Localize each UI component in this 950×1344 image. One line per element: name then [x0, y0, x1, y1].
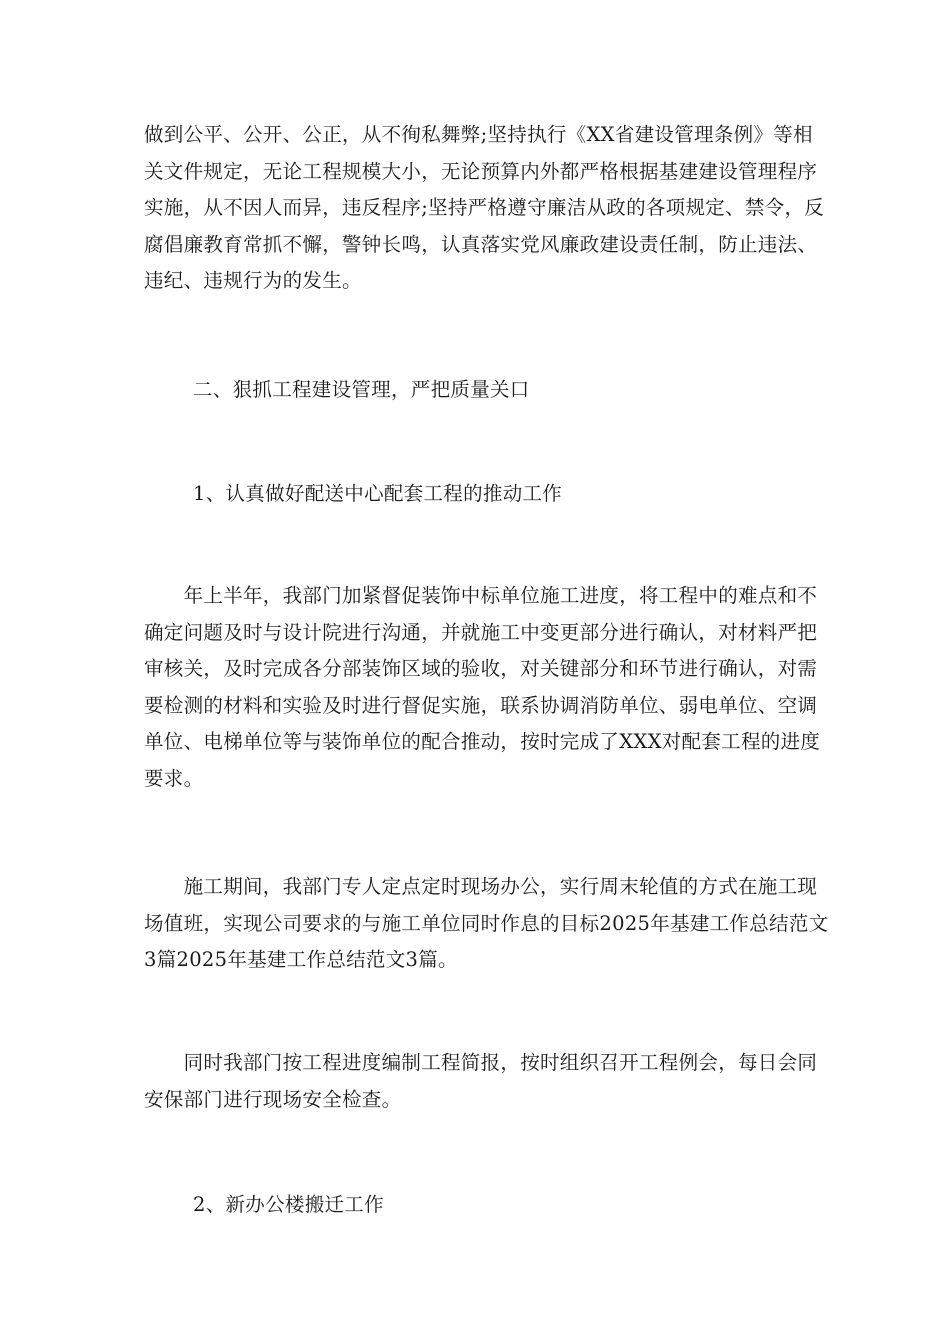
paragraph-line: 施工期间，我部门专人定点定时现场办公，实行周末轮值的方式在施工现 [144, 875, 818, 898]
paragraph-onsite [144, 869, 829, 979]
paragraph-line: 违纪、违规行为的发生。 [144, 269, 362, 292]
paragraph-line: 做到公平、公开、公正，从不徇私舞弊;坚持执行《XX省建设管理条例》等相 [144, 123, 813, 146]
paragraph-integrity [144, 117, 825, 300]
paragraph-line: 实施，从不因人而异，违反程序;坚持严格遵守廉洁从政的各项规定、禁令，反 [144, 196, 825, 219]
paragraph-line: 场值班，实现公司要求的与施工单位同时作息的目标2025年基建工作总结范文 [144, 911, 829, 935]
paragraph-line: 审核关，及时完成各分部装饰区域的验收，对关键部分和环节进行确认，对需 [144, 657, 818, 680]
paragraph-briefing [144, 1045, 816, 1118]
paragraph-line: 腐倡廉教育常抓不懈，警钟长鸣，认真落实党风廉政建设责任制，防止违法、 [144, 232, 818, 256]
paragraph-line: 年上半年，我部门加紧督促装饰中标单位施工进度，将工程中的难点和不 [144, 584, 818, 607]
paragraph-line: 确定问题及时与设计院进行沟通，并就施工中变更部分进行确认，对材料严把 [144, 620, 818, 644]
paragraph-line: 要检测的材料和实验及时进行督促实施，联系协调消防单位、弱电单位、空调 [144, 693, 818, 717]
paragraph-line: 单位、电梯单位等与装饰单位的配合推动，按时完成了XXX对配套工程的进度 [144, 730, 821, 753]
paragraph-line: 安保部门进行现场安全检查。 [144, 1087, 402, 1111]
paragraph-line: 要求。 [144, 766, 204, 790]
paragraph-line: 同时我部门按工程进度编制工程简报，按时组织召开工程例会，每日会同 [144, 1051, 818, 1074]
subsection-heading-1: 1、认真做好配送中心配套工程的推动工作 [193, 482, 563, 505]
subsection-heading-2: 2、新办公楼搬迁工作 [193, 1193, 384, 1216]
paragraph-line: 3篇2025年基建工作总结范文3篇。 [144, 948, 458, 971]
paragraph-progress [144, 578, 821, 797]
paragraph-line: 关文件规定，无论工程规模大小，无论预算内外都严格根据基建建设管理程序 [144, 159, 818, 183]
section-heading: 二、狠抓工程建设管理，严把质量关口 [193, 378, 530, 401]
